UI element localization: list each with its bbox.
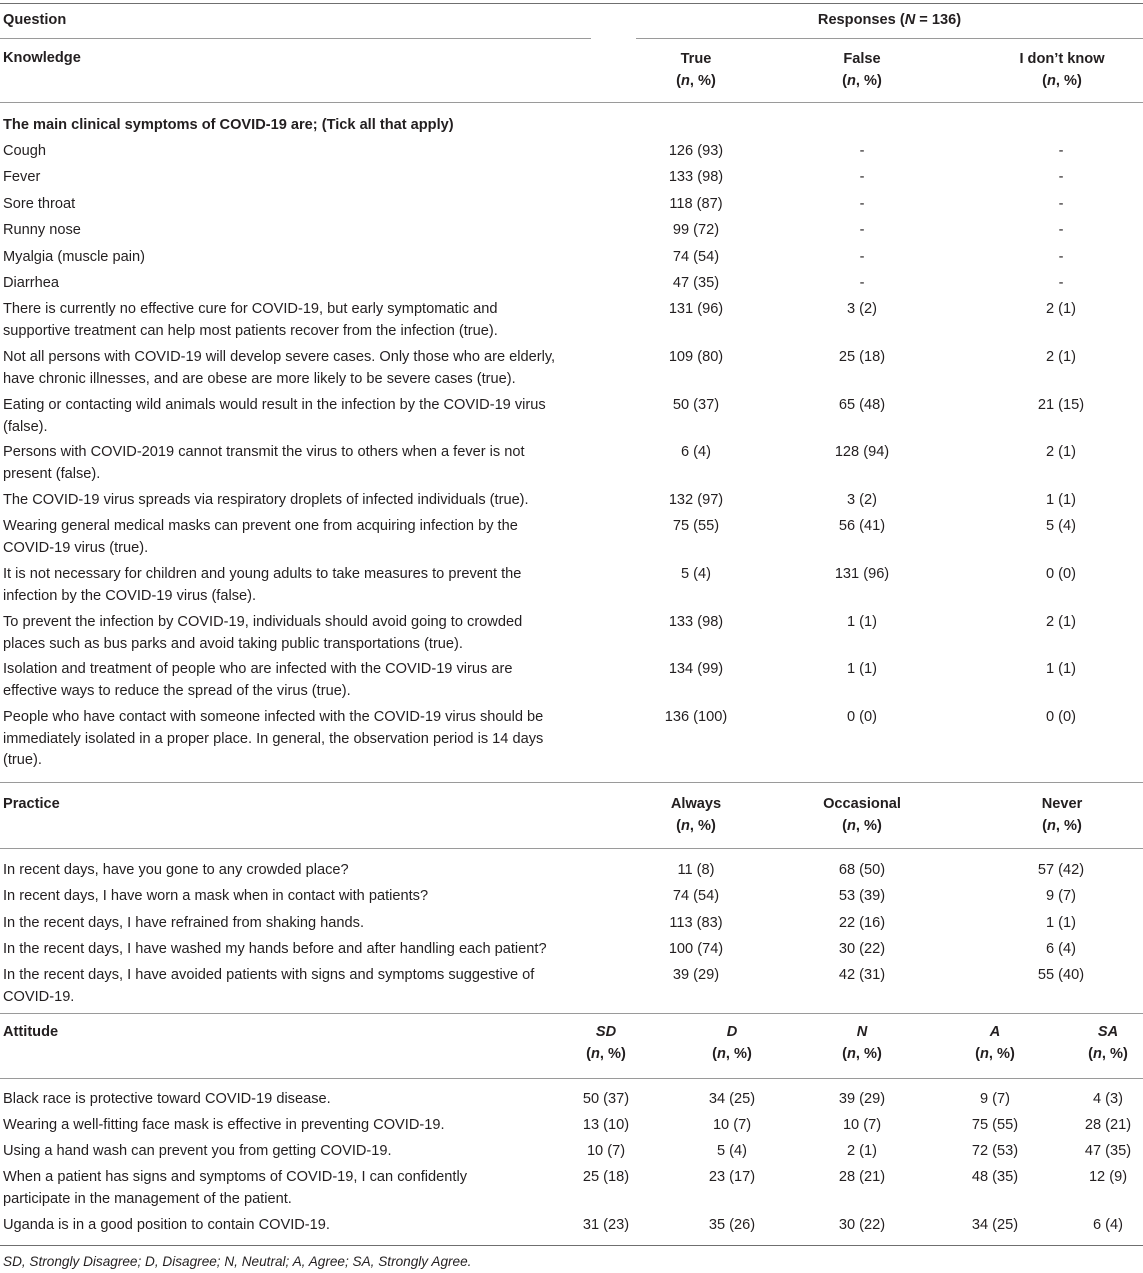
- attitude-row-label: [3, 1115, 445, 1137]
- attitude-value: 9 (7): [979, 1091, 1010, 1107]
- stat-n: n: [1093, 1045, 1102, 1062]
- knowledge-true-value: 136 (100): [664, 709, 728, 725]
- knowledge-false-value: -: [859, 169, 865, 185]
- responses-suffix: = 136): [915, 12, 962, 28]
- stat-n: n: [591, 1045, 600, 1062]
- col-false-label: False: [843, 51, 881, 67]
- attitude-col-header: [556, 1022, 656, 1065]
- knowledge-dont-know-value: -: [1058, 222, 1064, 238]
- attitude-value: 5 (4): [716, 1143, 747, 1159]
- attitude-row-label: [3, 1215, 330, 1237]
- col-dont-know-label: I don’t know: [1019, 51, 1105, 67]
- knowledge-row-label: [3, 659, 512, 702]
- knowledge-dont-know-value: 5 (4): [1045, 518, 1076, 534]
- knowledge-dont-know-value: 0 (0): [1045, 709, 1076, 725]
- stat-prefix: (: [975, 1045, 980, 1062]
- attitude-value: 13 (10): [582, 1117, 630, 1133]
- attitude-col-stat: [682, 1044, 782, 1066]
- stat-suffix: , %): [725, 1045, 752, 1062]
- knowledge-row-label-line: Runny nose: [3, 222, 81, 238]
- attitude-value: 50 (37): [582, 1091, 630, 1107]
- knowledge-row-label: [3, 273, 59, 295]
- knowledge-dont-know-value: 2 (1): [1045, 614, 1076, 630]
- knowledge-false-value: 25 (18): [838, 349, 886, 365]
- practice-row-label-line: In the recent days, I have refrained from shaking hands.: [3, 915, 364, 931]
- practice-always-value: 74 (54): [672, 888, 720, 904]
- knowledge-dont-know-value: -: [1058, 169, 1064, 185]
- attitude-col-label: SD: [595, 1024, 617, 1040]
- practice-row-label: [3, 886, 428, 908]
- attitude-value: 30 (22): [838, 1217, 886, 1233]
- practice-always-value: 39 (29): [672, 967, 720, 983]
- practice-row-label: [3, 939, 547, 961]
- stat-prefix: (: [842, 1045, 847, 1062]
- knowledge-row-label-line: Diarrhea: [3, 275, 59, 291]
- knowledge-row-label: [3, 220, 81, 242]
- knowledge-row-label-line: supportive treatment can help most patients recover from the infection (true).: [3, 322, 498, 339]
- attitude-row-label-line: Wearing a well-fitting face mask is effective in preventing COVID-19.: [3, 1117, 445, 1133]
- attitude-col-label: A: [989, 1024, 1001, 1040]
- knowledge-row-label: [3, 167, 40, 189]
- attitude-value: 4 (3): [1092, 1091, 1123, 1107]
- knowledge-false-value: -: [859, 249, 865, 265]
- knowledge-row-label-line: Persons with COVID-2019 cannot transmit the virus to others when a fever is not: [3, 444, 525, 460]
- attitude-value: 28 (21): [838, 1169, 886, 1185]
- knowledge-row-label-line: Isolation and treatment of people who are infected with the COVID-19 virus are: [3, 661, 513, 677]
- knowledge-true-value: 5 (4): [680, 566, 711, 582]
- knowledge-true-value: 47 (35): [672, 275, 720, 291]
- knowledge-row-label-line: Not all persons with COVID-19 will develop severe cases. Only those who are elderly,: [3, 349, 556, 365]
- knowledge-row-label: [3, 707, 543, 772]
- practice-row-label: [3, 965, 534, 1008]
- knowledge-row-label-line: People who have contact with someone infected with the COVID-19 virus should be: [3, 709, 544, 725]
- knowledge-true-value: 134 (99): [668, 661, 724, 677]
- col-never-header: Never (n, %): [1041, 796, 1083, 834]
- header-right-rule: [636, 38, 1143, 39]
- attitude-row-label-line: Black race is protective toward COVID-19 disease.: [3, 1091, 331, 1107]
- knowledge-row-label: [3, 564, 521, 607]
- attitude-value: 34 (25): [708, 1091, 756, 1107]
- attitude-col-header: [945, 1022, 1045, 1065]
- practice-row-label-line: In the recent days, I have washed my hands before and after handling each patient?: [3, 941, 547, 957]
- stat-prefix: (: [712, 1045, 717, 1062]
- knowledge-row-label: [3, 347, 555, 390]
- knowledge-row-label-line: Wearing general medical masks can prevent one from acquiring infection by the: [3, 518, 518, 534]
- knowledge-false-value: -: [859, 143, 865, 159]
- table-top-rule: [0, 3, 1143, 4]
- attitude-value: 25 (18): [582, 1169, 630, 1185]
- knowledge-subheading: The main clinical symptoms of COVID-19 are; (Tick all that apply): [3, 117, 454, 133]
- table-bottom-rule: [0, 1245, 1143, 1246]
- practice-row-label-line: In the recent days, I have avoided patients with signs and symptoms suggestive of: [3, 967, 535, 983]
- knowledge-false-value: 0 (0): [846, 709, 877, 725]
- knowledge-false-value: 1 (1): [846, 614, 877, 630]
- col-dont-know-header: I don’t know (n, %): [987, 49, 1137, 92]
- attitude-value: 31 (23): [582, 1217, 630, 1233]
- knowledge-false-value: -: [859, 275, 865, 291]
- attitude-col-label: D: [726, 1024, 738, 1040]
- knowledge-row-label: [3, 516, 518, 559]
- col-true-label: True: [680, 51, 712, 67]
- knowledge-row-label: [3, 299, 498, 342]
- knowledge-true-value: 99 (72): [672, 222, 720, 238]
- knowledge-row-label-line: present (false).: [3, 465, 101, 482]
- attitude-row-label-line: Using a hand wash can prevent you from getting COVID-19.: [3, 1143, 392, 1159]
- knowledge-dont-know-value: 1 (1): [1045, 492, 1076, 508]
- attitude-value: 12 (9): [1088, 1169, 1128, 1185]
- knowledge-row-label-line: COVID-19 virus (true).: [3, 539, 149, 556]
- attitude-title: Attitude: [3, 1024, 59, 1040]
- practice-always-value: 11 (8): [677, 862, 715, 878]
- practice-occasional-value: 68 (50): [838, 862, 886, 878]
- attitude-value: 34 (25): [971, 1217, 1019, 1233]
- knowledge-true-value: 75 (55): [672, 518, 720, 534]
- attitude-row-label: [3, 1089, 331, 1111]
- knowledge-row-label: [3, 612, 522, 655]
- knowledge-row-label-line: Cough: [3, 143, 47, 159]
- knowledge-row-label-line: There is currently no effective cure for COVID-19, but early symptomatic and: [3, 301, 498, 317]
- practice-row-label-line: In recent days, have you gone to any crowded place?: [3, 862, 349, 878]
- knowledge-true-value: 126 (93): [668, 143, 724, 159]
- practice-occasional-value: 53 (39): [838, 888, 886, 904]
- attitude-value: 28 (21): [1084, 1117, 1132, 1133]
- knowledge-dont-know-value: 2 (1): [1045, 349, 1076, 365]
- stat-suffix: , %): [599, 1045, 626, 1062]
- practice-title: Practice: [3, 796, 60, 812]
- practice-never-value: 57 (42): [1037, 862, 1085, 878]
- knowledge-row-label-line: have chronic illnesses, and are obese are more likely to be severe cases (true).: [3, 370, 516, 387]
- attitude-row-label-line: When a patient has signs and symptoms of COVID-19, I can confidently: [3, 1169, 467, 1185]
- attitude-col-stat: [556, 1044, 656, 1066]
- attitude-header-rule: [0, 1078, 1143, 1079]
- attitude-value: 2 (1): [846, 1143, 877, 1159]
- practice-always-value: 113 (83): [669, 915, 723, 931]
- knowledge-row-label-line: It is not necessary for children and young adults to take measures to prevent the: [3, 566, 522, 582]
- knowledge-true-value: 133 (98): [668, 169, 724, 185]
- knowledge-false-value: 3 (2): [846, 301, 877, 317]
- knowledge-row-label-line: Myalgia (muscle pain): [3, 249, 145, 265]
- knowledge-title: Knowledge: [3, 50, 81, 66]
- attitude-value: 39 (29): [838, 1091, 886, 1107]
- attitude-row-label-line: participate in the management of the patient.: [3, 1190, 292, 1207]
- attitude-row-label-line: Uganda is in a good position to contain COVID-19.: [3, 1217, 330, 1233]
- knowledge-false-value: -: [859, 222, 865, 238]
- knowledge-dont-know-value: 2 (1): [1045, 301, 1076, 317]
- attitude-top-rule: [0, 1013, 1143, 1014]
- knowledge-false-value: -: [859, 196, 865, 212]
- stat-prefix: (: [586, 1045, 591, 1062]
- knowledge-row-label: [3, 490, 529, 512]
- attitude-col-stat: [812, 1044, 912, 1066]
- knowledge-row-label-line: (false).: [3, 418, 48, 435]
- knowledge-dont-know-value: 0 (0): [1045, 566, 1076, 582]
- question-header: Question: [3, 12, 67, 28]
- practice-always-value: 100 (74): [668, 941, 724, 957]
- knowledge-row-label-line: Eating or contacting wild animals would result in the infection by the COVID-19 virus: [3, 397, 546, 413]
- stat-n: n: [980, 1045, 989, 1062]
- attitude-col-header: [812, 1022, 912, 1065]
- attitude-value: 48 (35): [971, 1169, 1019, 1185]
- knowledge-row-label-line: effective ways to reduce the spread of the virus (true).: [3, 682, 351, 699]
- knowledge-row-label: [3, 141, 46, 163]
- attitude-value: 75 (55): [971, 1117, 1019, 1133]
- col-always-header: Always (n, %): [670, 796, 722, 834]
- knowledge-dont-know-value: -: [1058, 275, 1064, 291]
- practice-occasional-value: 22 (16): [838, 915, 886, 931]
- practice-never-value: 1 (1): [1045, 915, 1076, 931]
- attitude-col-stat: [945, 1044, 1045, 1066]
- knowledge-true-value: 118 (87): [669, 196, 723, 212]
- col-occasional-header: Occasional (n, %): [823, 796, 901, 834]
- attitude-value: 47 (35): [1084, 1143, 1132, 1159]
- knowledge-row-label: [3, 194, 75, 216]
- practice-top-rule: [0, 782, 1143, 783]
- responses-prefix: Responses (: [817, 12, 905, 28]
- attitude-col-header: [682, 1022, 782, 1065]
- stat-suffix: , %): [988, 1045, 1015, 1062]
- practice-never-value: 9 (7): [1045, 888, 1076, 904]
- footnote: SD, Strongly Disagree; D, Disagree; N, Neutral; A, Agree; SA, Strongly Agree.: [3, 1254, 472, 1269]
- attitude-value: 23 (17): [708, 1169, 756, 1185]
- knowledge-row-label-line: To prevent the infection by COVID-19, individuals should avoid going to crowded: [3, 614, 523, 630]
- attitude-col-stat: [1058, 1044, 1143, 1066]
- knowledge-true-value: 109 (80): [668, 349, 724, 365]
- knowledge-row-label-line: Fever: [3, 169, 41, 185]
- header-left-rule: [0, 38, 591, 39]
- knowledge-true-value: 131 (96): [668, 301, 724, 317]
- attitude-value: 6 (4): [1092, 1217, 1123, 1233]
- knowledge-true-value: 74 (54): [672, 249, 720, 265]
- attitude-row-label: [3, 1167, 467, 1210]
- practice-header-rule: [0, 848, 1143, 849]
- knowledge-row-label-line: The COVID-19 virus spreads via respiratory droplets of infected individuals (true).: [3, 492, 529, 508]
- knowledge-row-label: [3, 247, 145, 269]
- attitude-value: 10 (7): [712, 1117, 752, 1133]
- practice-row-label: [3, 913, 364, 935]
- practice-never-value: 55 (40): [1037, 967, 1085, 983]
- practice-row-label: [3, 860, 349, 882]
- attitude-col-header: [1058, 1022, 1143, 1065]
- knowledge-header-rule: [0, 102, 1143, 103]
- stat-n: n: [717, 1045, 726, 1062]
- knowledge-dont-know-value: -: [1058, 143, 1064, 159]
- knowledge-false-value: 128 (94): [834, 444, 890, 460]
- knowledge-true-value: 132 (97): [668, 492, 724, 508]
- knowledge-false-value: 3 (2): [846, 492, 877, 508]
- stat-n: n: [847, 1045, 856, 1062]
- attitude-value: 72 (53): [971, 1143, 1019, 1159]
- knowledge-row-label-line: immediately isolated in a proper place. In general, the observation period is 14 days: [3, 730, 544, 747]
- attitude-value: 10 (7): [586, 1143, 626, 1159]
- practice-occasional-value: 42 (31): [838, 967, 886, 983]
- responses-header: [636, 12, 1143, 28]
- knowledge-dont-know-value: -: [1058, 196, 1064, 212]
- attitude-col-label: N: [856, 1024, 868, 1040]
- knowledge-dont-know-value: 21 (15): [1037, 397, 1085, 413]
- practice-row-label-line: In recent days, I have worn a mask when in contact with patients?: [3, 888, 429, 904]
- stat-suffix: , %): [1101, 1045, 1128, 1062]
- col-false-header: False (n, %): [802, 49, 922, 92]
- practice-row-label-line: COVID-19.: [3, 988, 75, 1005]
- knowledge-dont-know-value: 1 (1): [1045, 661, 1076, 677]
- knowledge-true-value: 133 (98): [668, 614, 724, 630]
- practice-never-value: 6 (4): [1045, 941, 1076, 957]
- attitude-value: 35 (26): [708, 1217, 756, 1233]
- stat-prefix: (: [1088, 1045, 1093, 1062]
- stat-suffix: , %): [855, 1045, 882, 1062]
- knowledge-false-value: 65 (48): [838, 397, 886, 413]
- knowledge-false-value: 1 (1): [846, 661, 877, 677]
- knowledge-row-label: [3, 442, 525, 485]
- knowledge-row-label-line: places such as bus parks and avoid taking public transportations (true).: [3, 635, 463, 652]
- knowledge-row-label-line: (true).: [3, 752, 42, 768]
- knowledge-dont-know-value: -: [1058, 249, 1064, 265]
- practice-occasional-value: 30 (22): [838, 941, 886, 957]
- knowledge-row-label-line: infection by the COVID-19 virus (false).: [3, 587, 257, 604]
- knowledge-dont-know-value: 2 (1): [1045, 444, 1076, 460]
- attitude-value: 10 (7): [842, 1117, 882, 1133]
- attitude-col-label: SA: [1097, 1024, 1119, 1040]
- knowledge-row-label-line: Sore throat: [3, 196, 76, 212]
- knowledge-row-label: [3, 395, 546, 438]
- attitude-row-label: [3, 1141, 392, 1163]
- responses-n: N: [904, 12, 916, 28]
- knowledge-true-value: 50 (37): [672, 397, 720, 413]
- knowledge-true-value: 6 (4): [680, 444, 711, 460]
- knowledge-false-value: 131 (96): [834, 566, 890, 582]
- col-true-header: True (n, %): [636, 49, 756, 92]
- knowledge-false-value: 56 (41): [838, 518, 886, 534]
